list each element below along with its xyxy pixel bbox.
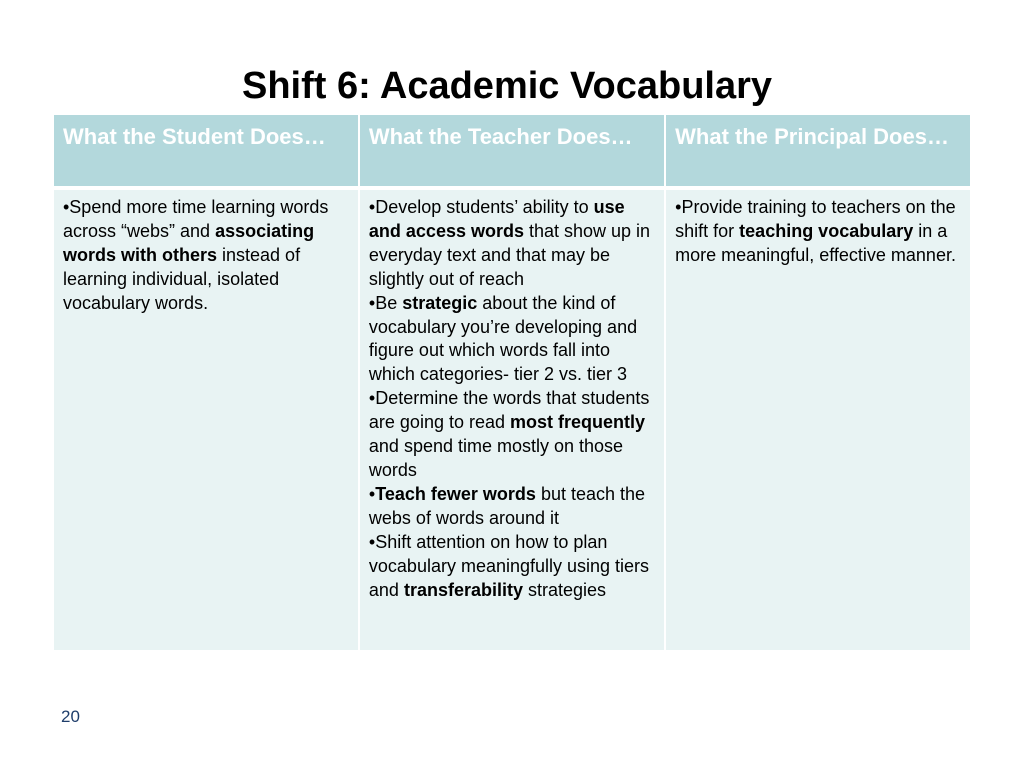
student-bullet-1: •Spend more time learning words across “webs” and associating words with others instead of learning individual, isolated vocabulary words. [63,197,329,313]
comparison-table [52,113,972,652]
slide-title: Shift 6: Academic Vocabulary [241,65,773,107]
cell-teacher [359,188,665,651]
teacher-bullet-4: •Teach fewer words but teach the webs of words around it [368,483,646,528]
header-teacher: What the Teacher Does… [359,114,665,188]
principal-bullet-1: •Provide training to teachers on the shift for teaching vocabulary in a more meaningful, effective manner. [675,197,956,265]
table-header-row [53,114,971,188]
header-student: What the Student Does… [53,114,359,188]
table-row [53,188,971,651]
teacher-bullet-5: •Shift attention on how to plan vocabulary meaningfully using tiers and transferability strategies [368,531,650,600]
teacher-bullet-2: •Be strategic about the kind of vocabulary you’re developing and figure out which words fall into which categories- tier 2 vs. tier 3 [368,292,638,385]
page-number: 20 [61,707,80,726]
teacher-bullet-1: •Develop students’ ability to use and access words that show up in everyday text and that may be slightly out of reach [368,197,651,289]
cell-student [53,188,359,651]
cell-principal [665,188,971,651]
teacher-bullet-3: •Determine the words that students are going to read most frequently and spend time mostly on those words [368,388,650,480]
header-principal: What the Principal Does… [665,114,971,188]
